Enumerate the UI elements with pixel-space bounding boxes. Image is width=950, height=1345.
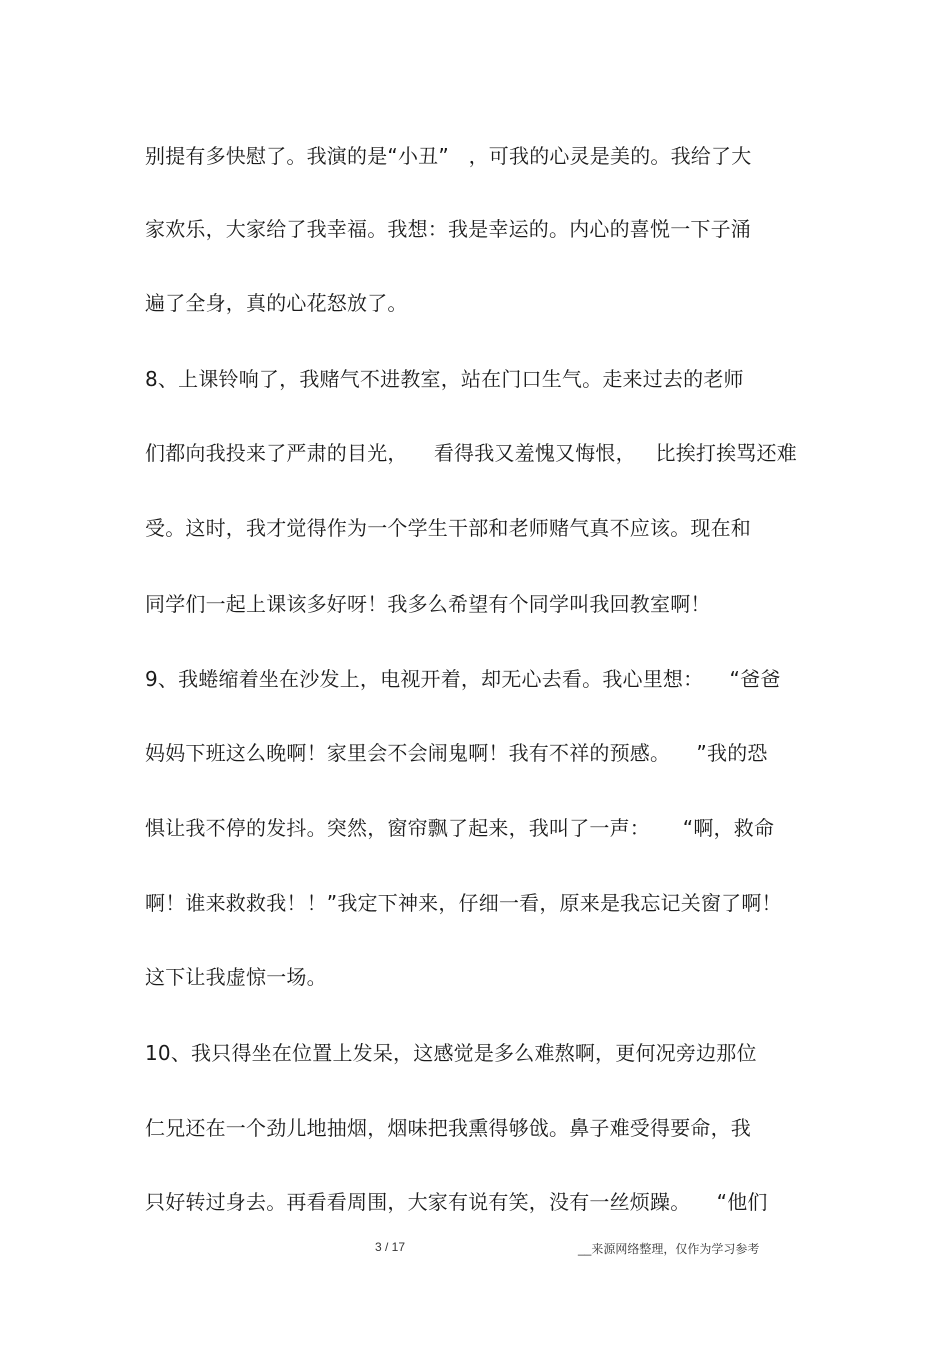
text-line: 这下让我虚惊一场。	[145, 965, 327, 989]
text-line: 妈妈下班这么晚啊！家里会不会闹鬼啊！我有不祥的预感。 ”我的恐	[145, 741, 768, 765]
source-note: __来源网络整理，仅作为学习参考	[578, 1242, 760, 1256]
text-line: 9、我蜷缩着坐在沙发上，电视开着，却无心去看。我心里想： “爸爸	[145, 667, 781, 691]
text-line: 8、上课铃响了，我赌气不进教室，站在门口生气。走来过去的老师	[145, 367, 744, 391]
text-line: 仁兄还在一个劲儿地抽烟，烟味把我熏得够戗。鼻子难受得要命，我	[145, 1116, 751, 1140]
text-line: 惧让我不停的发抖。突然，窗帘飘了起来，我叫了一声： “啊，救命	[145, 816, 775, 840]
text-line: 别提有多快慰了。我演的是“小丑” ，可我的心灵是美的。我给了大	[145, 144, 752, 168]
text-line: 遍了全身，真的心花怒放了。	[145, 291, 408, 315]
text-line: 们都向我投来了严肃的目光， 看得我又羞愧又悔恨， 比挨打挨骂还难	[145, 441, 797, 465]
text-line: 家欢乐，大家给了我幸福。我想：我是幸运的。内心的喜悦一下子涌	[145, 217, 751, 241]
text-line: 只好转过身去。再看看周围，大家有说有笑，没有一丝烦躁。 “他们	[145, 1190, 768, 1214]
text-line: 10、我只得坐在位置上发呆，这感觉是多么难熬啊，更何况旁边那位	[145, 1041, 757, 1065]
text-line: 同学们一起上课该多好呀！我多么希望有个同学叫我回教室啊！	[145, 592, 711, 616]
text-line: 受。这时，我才觉得作为一个学生干部和老师赌气真不应该。现在和	[145, 516, 751, 540]
page-number: 3 / 17	[375, 1240, 406, 1254]
text-line: 啊！谁来救救我！！”我定下神来，仔细一看，原来是我忘记关窗了啊！	[145, 891, 782, 915]
